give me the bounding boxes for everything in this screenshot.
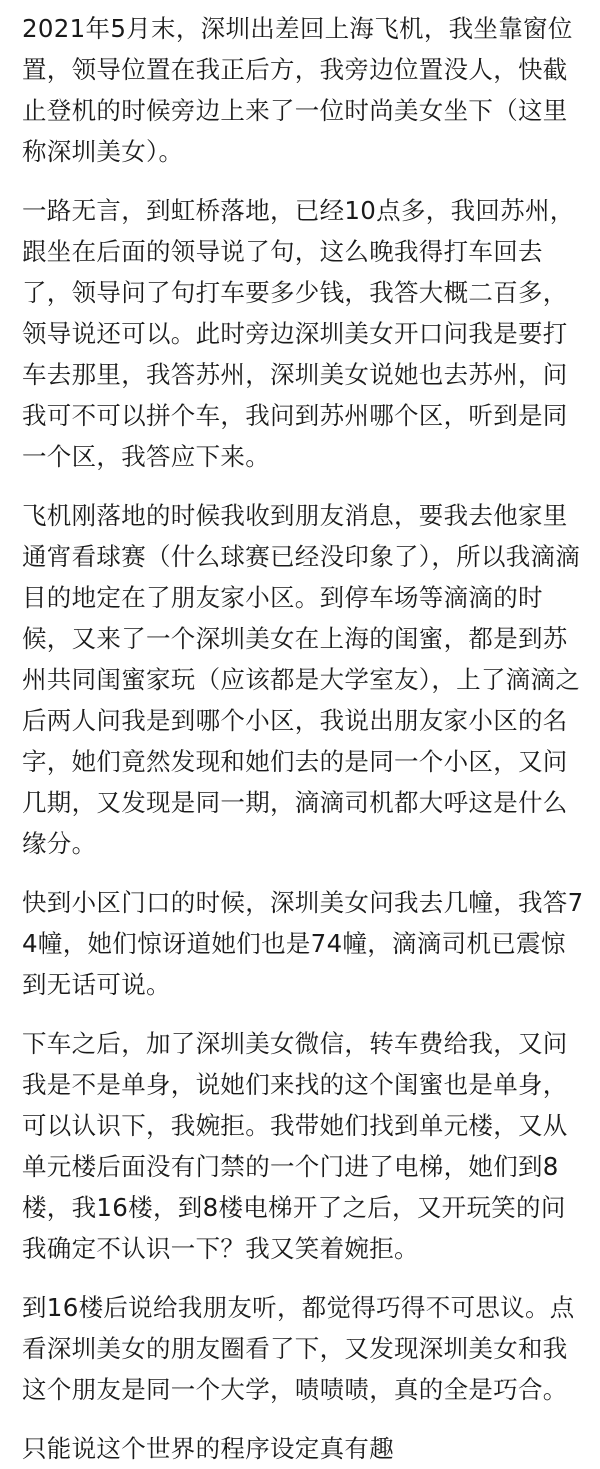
paragraph-3: 飞机刚落地的时候我收到朋友消息，要我去他家里通宵看球赛（什么球赛已经没印象了），所以我滴滴目的地定在了朋友家小区。到停车场等滴滴的时候，又来了一个深圳美女在上海的闺蜜，都是到苏州共同闺蜜家玩（应该都是大学室友），上了滴滴之后两人问我是到哪个小区，我说出朋友家小区的名字，她们竟然发现和她们去的是同一个小区，又问几期，又发现是同一期，滴滴司机都大呼这是什么缘分。	[22, 501, 581, 858]
paragraph-5: 下车之后，加了深圳美女微信，转车费给我，又问我是不是单身，说她们来找的这个闺蜜也是单身，可以认识下，我婉拒。我带她们找到单元楼，又从单元楼后面没有门禁的一个门进了电梯，她们到8楼，我16楼，到8楼电梯开了之后，又开玩笑的问我确定不认识一下？我又笑着婉拒。	[22, 1029, 568, 1263]
paragraph-7: 只能说这个世界的程序设定真有趣	[22, 1434, 394, 1463]
paragraph-1: 2021年5月末，深圳出差回上海飞机，我坐靠窗位置，领导位置在我正后方，我旁边位置没人，快截止登机的时候旁边上来了一位时尚美女坐下（这里称深圳美女）。	[22, 14, 573, 166]
paragraph-2: 一路无言，到虹桥落地，已经10点多，我回苏州，跟坐在后面的领导说了句，这么晚我得打车回去了，领导问了句打车要多少钱，我答大概二百多，领导说还可以。此时旁边深圳美女开口问我是要打车去那里，我答苏州，深圳美女说她也去苏州，问我可不可以拼个车，我问到苏州哪个区，听到是同一个区，我答应下来。	[22, 196, 575, 471]
paragraph-6: 到16楼后说给我朋友听，都觉得巧得不可思议。点看深圳美女的朋友圈看了下，又发现深圳美女和我这个朋友是同一个大学，啧啧啧，真的全是巧合。	[22, 1293, 575, 1404]
paragraph-4: 快到小区门口的时候，深圳美女问我去几幢，我答74幢，她们惊讶道她们也是74幢，滴滴司机已震惊到无话可说。	[22, 888, 584, 999]
